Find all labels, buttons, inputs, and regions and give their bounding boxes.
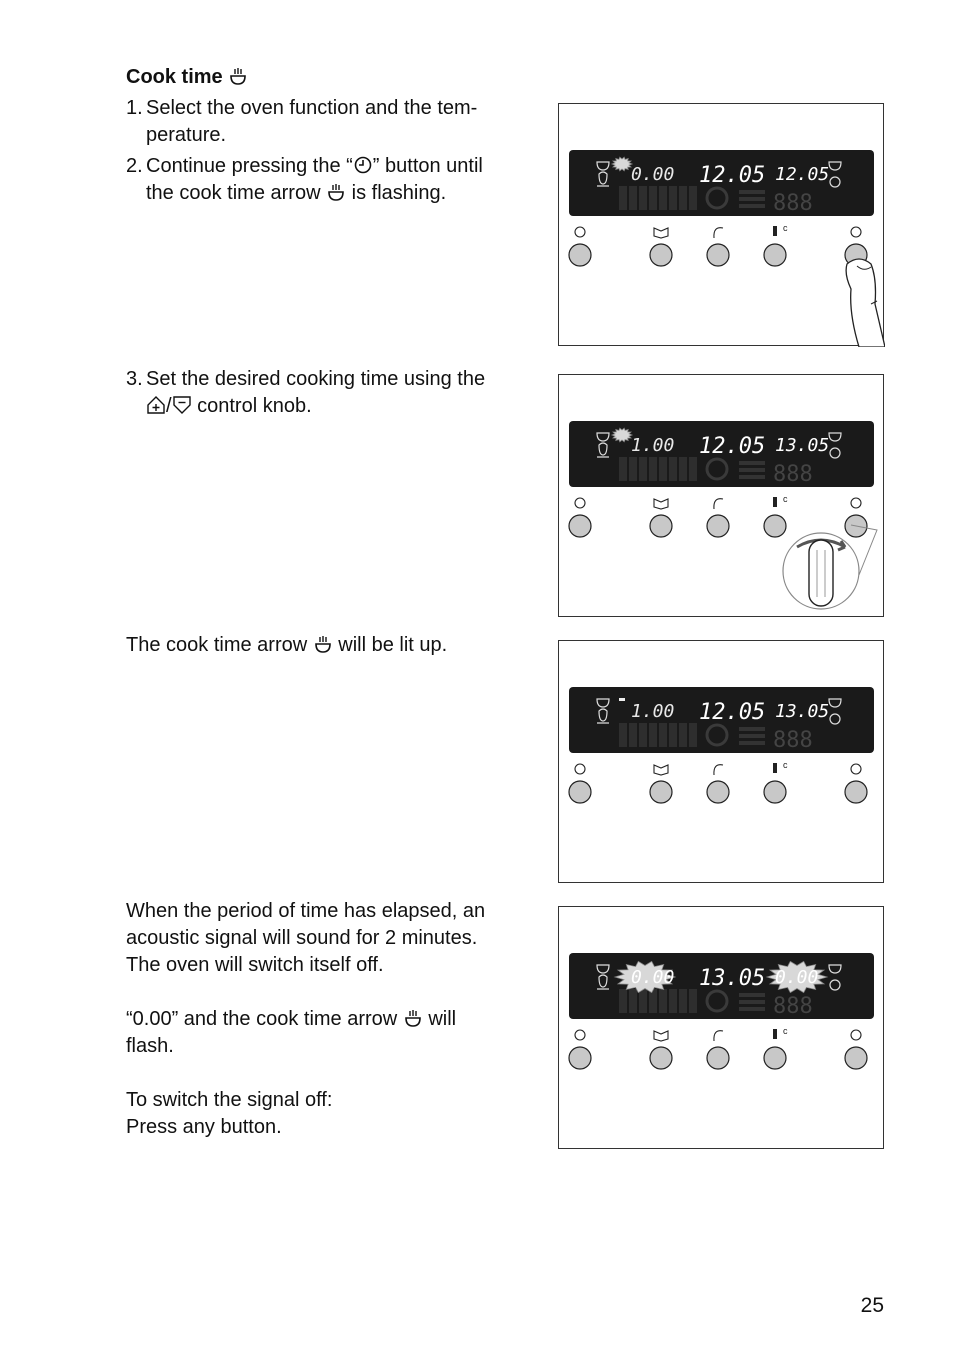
function-icon	[714, 499, 723, 509]
function-button[interactable]	[707, 244, 729, 266]
inactive-segment	[669, 186, 677, 210]
elapsed-paragraph-2	[126, 1006, 485, 1060]
right-time-readout: 13.05	[775, 701, 830, 722]
inactive-segment	[629, 186, 637, 210]
heat-bar	[739, 734, 765, 738]
step-2-line1a: Continue pressing the “	[146, 155, 353, 177]
step-3: 3. Set the desired cooking time using the / control knob.	[126, 368, 486, 417]
right-time-readout: 12.05	[775, 164, 830, 185]
oven-panel-3	[558, 640, 884, 883]
left-time-readout: 1.00	[631, 435, 675, 456]
elapsed-line: When the period of time has elapsed, an	[126, 900, 486, 922]
temperature-button[interactable]	[764, 515, 786, 537]
section-title	[126, 64, 248, 91]
elapsed-paragraph-3	[126, 1087, 485, 1141]
timer-icon	[575, 764, 585, 774]
control-knob-icon	[809, 540, 833, 606]
lit-text-b: will be lit up.	[332, 634, 448, 656]
steps-block-2	[126, 366, 485, 424]
book-icon	[654, 765, 668, 775]
recipe-button[interactable]	[650, 515, 672, 537]
inactive-segment	[659, 723, 667, 747]
thermometer-icon	[773, 763, 777, 773]
heat-bar	[739, 461, 765, 465]
heat-bar	[739, 741, 765, 745]
inactive-segment	[619, 723, 627, 747]
step-number: 2.	[126, 155, 143, 177]
recipe-button[interactable]	[650, 1047, 672, 1069]
inactive-segment	[659, 186, 667, 210]
elapsed-line: To switch the signal off:	[126, 1089, 333, 1111]
book-icon	[654, 228, 668, 238]
finger-icon	[846, 259, 885, 347]
center-time-readout: 12.05	[699, 434, 766, 459]
inactive-segment	[689, 457, 697, 481]
clock-icon	[851, 227, 861, 237]
inactive-segment	[679, 457, 687, 481]
minus-icon	[172, 395, 192, 415]
timer-button[interactable]	[569, 781, 591, 803]
cook-time-icon	[228, 66, 248, 86]
step-number: 3.	[126, 368, 143, 390]
panel-illustration	[559, 375, 885, 618]
inactive-temp-digits: 888	[773, 728, 813, 753]
thermometer-icon	[773, 1029, 777, 1039]
thermometer-icon	[773, 226, 777, 236]
elapsed-line: “0.00” and the cook time arrow	[126, 1008, 403, 1030]
inactive-segment	[629, 457, 637, 481]
temperature-button[interactable]	[764, 244, 786, 266]
inactive-segment	[639, 989, 647, 1013]
inactive-segment	[639, 186, 647, 210]
step-1	[126, 95, 483, 149]
book-icon	[654, 499, 668, 509]
oven-panel-2	[558, 374, 884, 617]
heat-bar	[739, 1007, 765, 1011]
panel-illustration	[559, 641, 885, 884]
inactive-segment	[619, 989, 627, 1013]
inactive-temp-digits: 888	[773, 994, 813, 1019]
inactive-segment	[659, 457, 667, 481]
inactive-segment	[689, 989, 697, 1013]
celsius-label: c	[783, 223, 788, 233]
elapsed-paragraph-1	[126, 898, 485, 979]
clock-button[interactable]	[845, 781, 867, 803]
inactive-segment	[679, 989, 687, 1013]
center-time-readout: 13.05	[699, 966, 766, 991]
lit-text-a: The cook time arrow	[126, 634, 313, 656]
inactive-segment	[649, 186, 657, 210]
inactive-segment	[639, 457, 647, 481]
center-time-readout: 12.05	[699, 700, 766, 725]
inactive-temp-digits: 888	[773, 191, 813, 216]
heat-bar	[739, 727, 765, 731]
clock-button[interactable]	[845, 1047, 867, 1069]
clock-icon	[851, 764, 861, 774]
inactive-segment	[679, 186, 687, 210]
page-number: 25	[860, 1294, 884, 1317]
inactive-segment	[629, 723, 637, 747]
elapsed-line: Press any button.	[126, 1116, 282, 1138]
function-icon	[714, 765, 723, 775]
elapsed-text	[126, 898, 485, 1141]
inactive-segment	[679, 723, 687, 747]
step-2	[126, 153, 483, 207]
step-3-line2: control knob.	[191, 395, 312, 417]
right-time-readout: 0.00	[775, 967, 819, 988]
heat-bar	[739, 204, 765, 208]
thermometer-icon	[773, 497, 777, 507]
inactive-temp-digits: 888	[773, 462, 813, 487]
timer-button[interactable]	[569, 244, 591, 266]
inactive-segment	[649, 989, 657, 1013]
left-time-readout: 1.00	[631, 701, 675, 722]
clock-icon	[851, 1030, 861, 1040]
left-time-readout: 0.00	[631, 967, 675, 988]
timer-icon	[575, 227, 585, 237]
timer-icon	[575, 1030, 585, 1040]
function-icon	[714, 228, 723, 238]
inactive-segment	[619, 186, 627, 210]
inactive-segment	[619, 457, 627, 481]
recipe-button[interactable]	[650, 781, 672, 803]
cook-time-icon	[326, 182, 346, 202]
elapsed-line: The oven will switch itself off.	[126, 954, 384, 976]
cook-time-icon	[313, 634, 333, 654]
elapsed-line: acoustic signal will sound for 2 minutes.	[126, 927, 478, 949]
timer-button[interactable]	[569, 1047, 591, 1069]
step-number: 1.	[126, 97, 143, 119]
steps-block-1	[126, 95, 483, 211]
lit-arrow-icon	[619, 698, 625, 701]
inactive-segment	[639, 723, 647, 747]
oven-panel-1	[558, 103, 884, 346]
function-button[interactable]	[707, 1047, 729, 1069]
center-time-readout: 12.05	[699, 163, 766, 188]
function-button[interactable]	[707, 515, 729, 537]
clock-icon	[851, 498, 861, 508]
cook-time-icon	[403, 1008, 423, 1028]
plus-icon	[146, 395, 166, 415]
recipe-button[interactable]	[650, 244, 672, 266]
heading-text: Cook time	[126, 66, 223, 88]
lit-up-text	[126, 632, 447, 659]
book-icon	[654, 1031, 668, 1041]
inactive-segment	[649, 723, 657, 747]
heat-bar	[739, 475, 765, 479]
heat-bar	[739, 468, 765, 472]
step-2-line2b: is flashing.	[346, 182, 447, 204]
elapsed-line: will	[422, 1008, 457, 1030]
heat-bar	[739, 1000, 765, 1004]
clock-icon	[353, 155, 373, 175]
function-button[interactable]	[707, 781, 729, 803]
oven-panel-4	[558, 906, 884, 1149]
inactive-segment	[629, 989, 637, 1013]
celsius-label: c	[783, 1026, 788, 1036]
step-1-line1: Select the oven function and the tem-	[146, 97, 478, 119]
celsius-label: c	[783, 760, 788, 770]
elapsed-line: flash.	[126, 1035, 174, 1057]
temperature-button[interactable]	[764, 781, 786, 803]
left-time-readout: 0.00	[631, 164, 675, 185]
celsius-label: c	[783, 494, 788, 504]
step-1-line2: perature.	[146, 124, 227, 146]
panel-illustration	[559, 907, 885, 1150]
timer-icon	[575, 498, 585, 508]
step-3-line1: Set the desired cooking time using the	[146, 368, 486, 390]
inactive-segment	[649, 457, 657, 481]
inactive-segment	[689, 723, 697, 747]
heat-bar	[739, 197, 765, 201]
step-2-line1b: ” button until	[372, 155, 483, 177]
function-icon	[714, 1031, 723, 1041]
inactive-segment	[659, 989, 667, 1013]
heat-bar	[739, 993, 765, 997]
right-time-readout: 13.05	[775, 435, 830, 456]
inactive-segment	[689, 186, 697, 210]
step-2-line2a: the cook time arrow	[146, 182, 327, 204]
panel-illustration	[559, 104, 885, 347]
inactive-segment	[669, 723, 677, 747]
temperature-button[interactable]	[764, 1047, 786, 1069]
heat-bar	[739, 190, 765, 194]
inactive-segment	[669, 989, 677, 1013]
inactive-segment	[669, 457, 677, 481]
timer-button[interactable]	[569, 515, 591, 537]
